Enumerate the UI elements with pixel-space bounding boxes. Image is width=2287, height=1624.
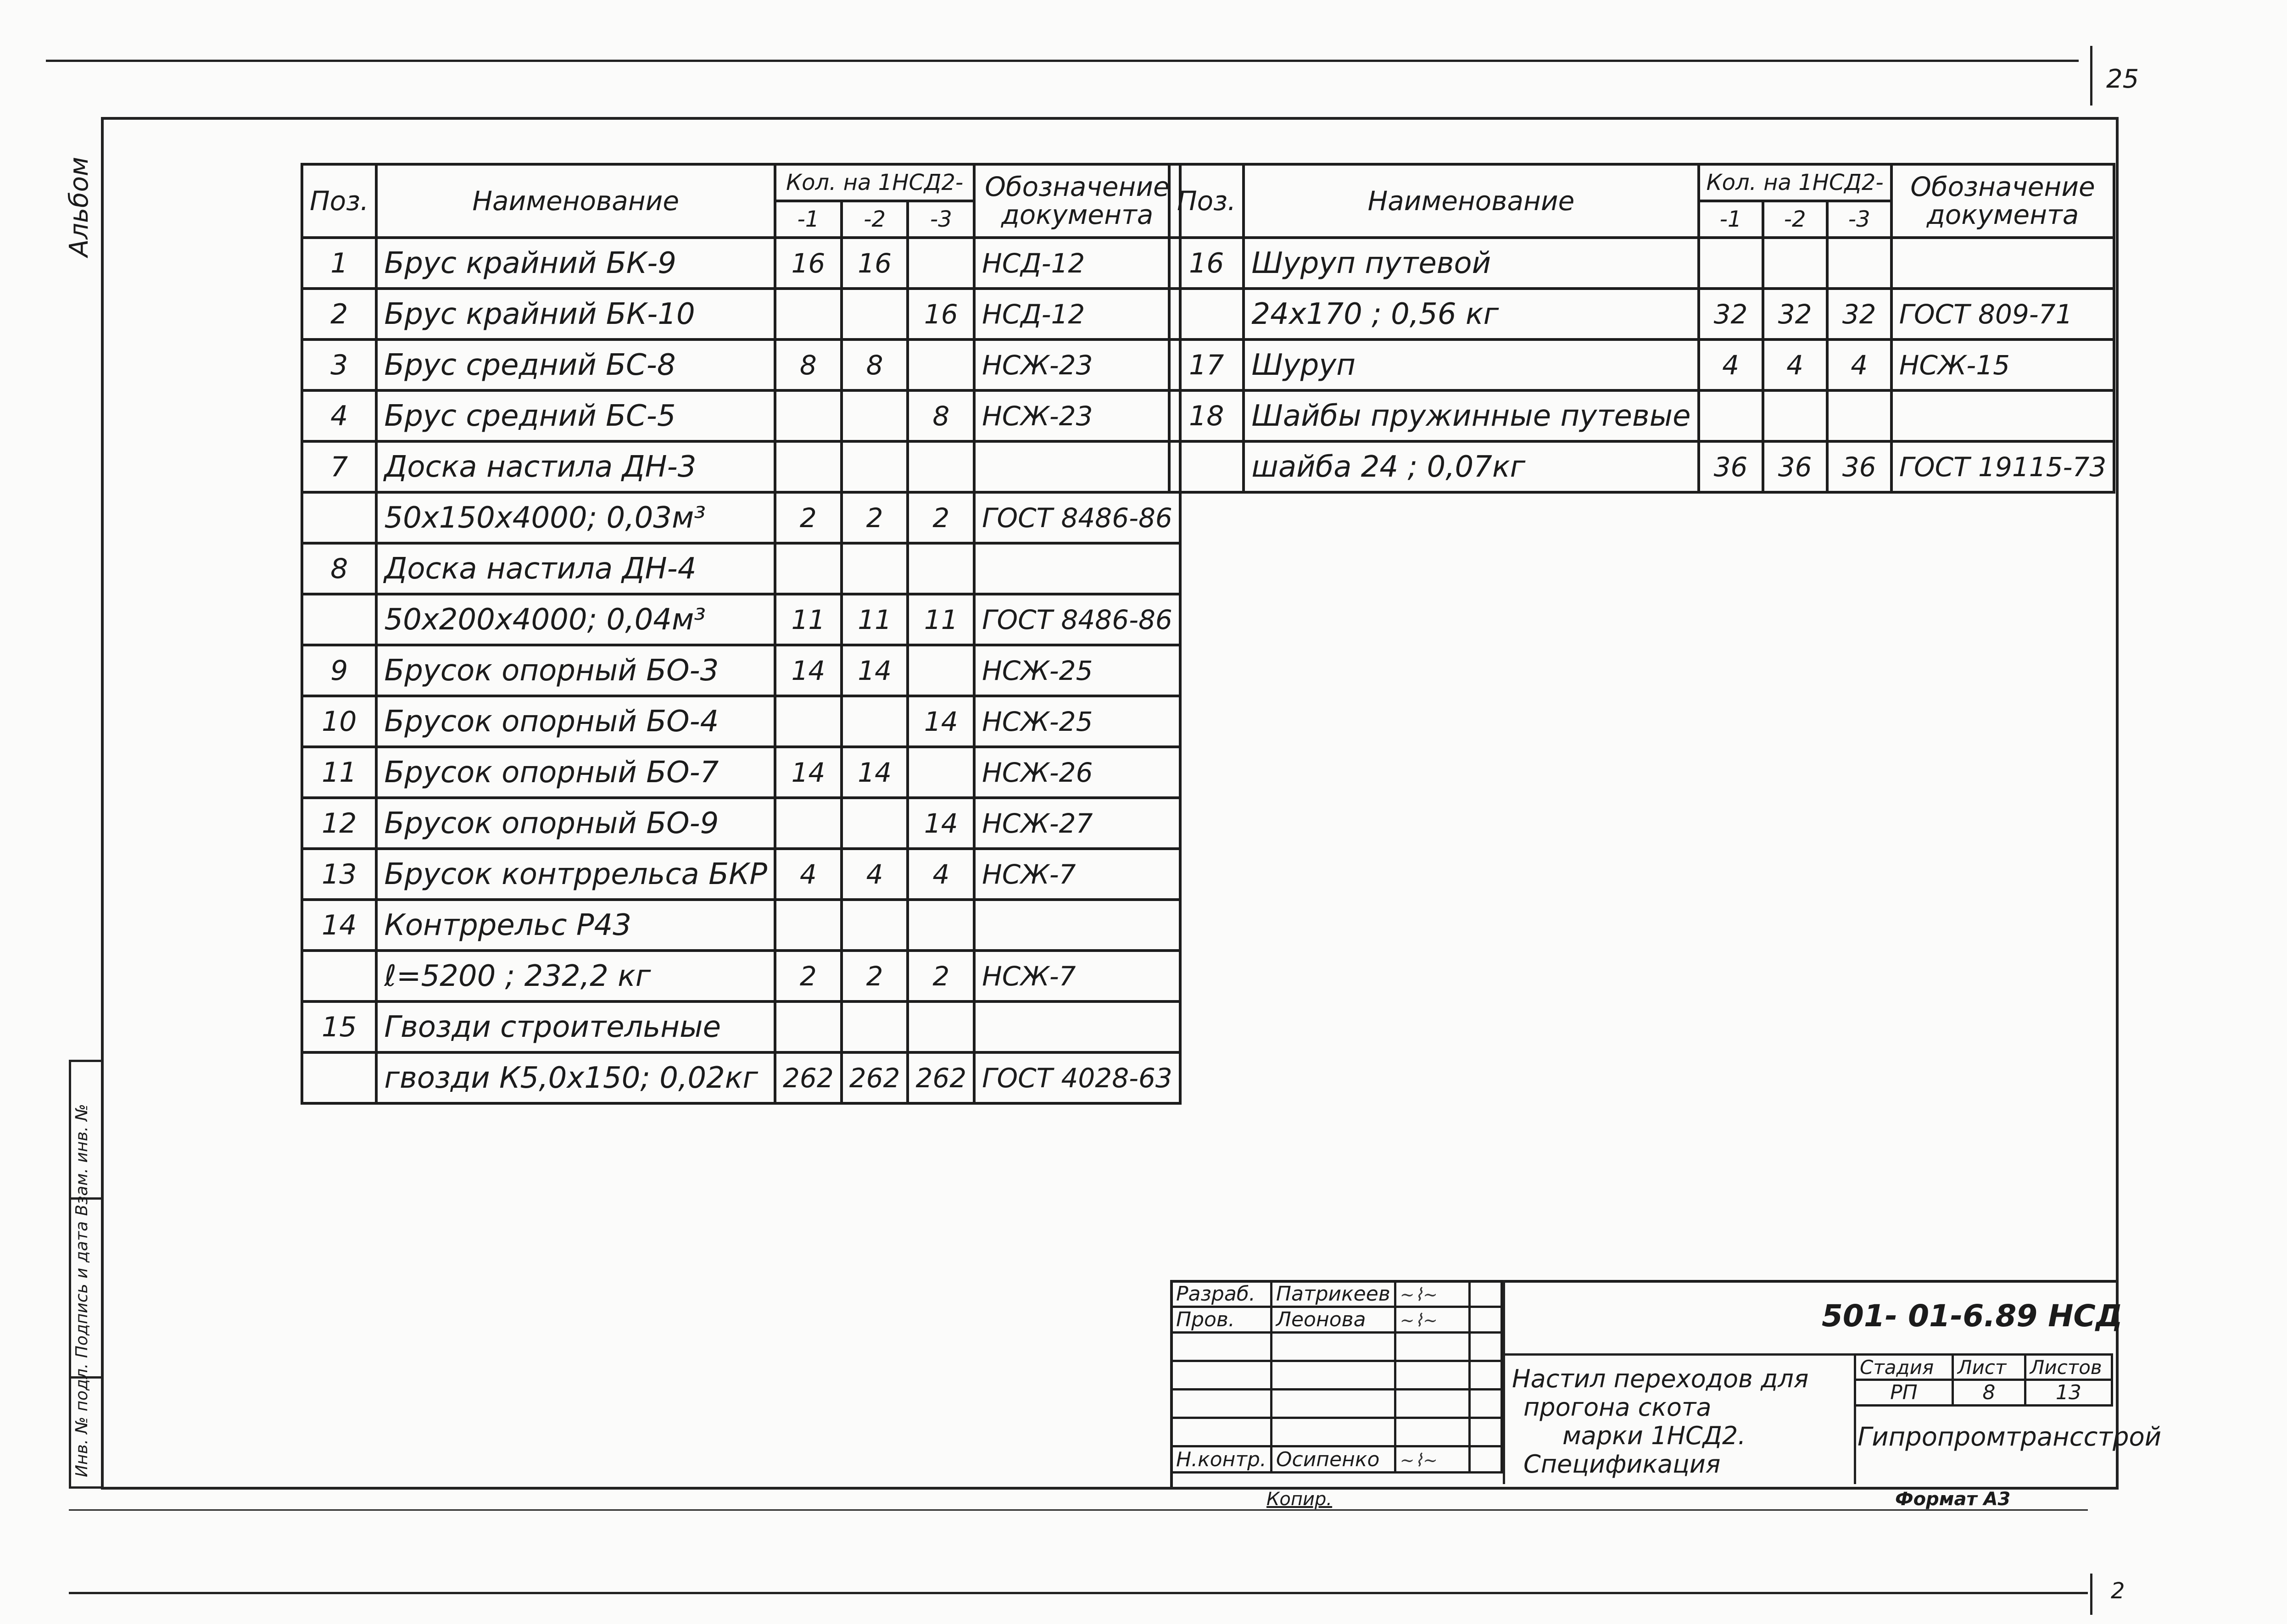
row-qty-2 (1763, 390, 1827, 441)
role-person (1271, 1418, 1395, 1446)
signature-cell (1395, 1361, 1469, 1390)
table-row (302, 900, 1180, 951)
row-name: Контррельс Р43 (376, 900, 775, 951)
specification-table-left (301, 163, 1182, 1105)
table-row (302, 390, 1180, 441)
row-qty-2: 8 (842, 339, 908, 390)
header-doc: Обозначение документа (974, 164, 1180, 238)
row-pos: 10 (302, 696, 376, 747)
role-label (1171, 1333, 1272, 1361)
row-pos: 18 (1169, 390, 1244, 441)
row-qty-2: 14 (842, 645, 908, 696)
row-doc: НСЖ-23 (974, 339, 1180, 390)
row-qty-2 (1763, 238, 1827, 289)
row-qty-1 (775, 289, 842, 339)
drawing-title-line-1: Настил переходов для (1512, 1364, 1809, 1393)
date-cell (1469, 1281, 1501, 1307)
row-pos: 14 (302, 900, 376, 951)
row-pos (302, 492, 376, 543)
row-qty-3: 36 (1827, 441, 1891, 492)
row-name: Брусок опорный БО-7 (376, 747, 775, 798)
row-doc: НСЖ-23 (974, 390, 1180, 441)
row-name: Брус средний БС-8 (376, 339, 775, 390)
row-qty-3 (908, 900, 974, 951)
top-edge-line (46, 60, 2079, 62)
row-doc: ГОСТ 8486-86 (974, 492, 1180, 543)
row-qty-3: 32 (1827, 289, 1891, 339)
role-label: Н.контр. (1171, 1446, 1272, 1473)
role-label: Пров. (1171, 1307, 1272, 1333)
row-doc: ГОСТ 8486-86 (974, 594, 1180, 645)
table-row (302, 798, 1180, 849)
row-doc (1891, 238, 2114, 289)
row-qty-3: 14 (908, 798, 974, 849)
row-pos (302, 594, 376, 645)
date-cell (1469, 1333, 1501, 1361)
row-name: 50x200x4000; 0,04м³ (376, 594, 775, 645)
row-doc: НСЖ-27 (974, 798, 1180, 849)
table-row (302, 849, 1180, 900)
row-doc (974, 900, 1180, 951)
row-qty-1: 11 (775, 594, 842, 645)
row-name: Брусок контррельса БКР (376, 849, 775, 900)
row-pos: 13 (302, 849, 376, 900)
date-cell (1469, 1418, 1501, 1446)
date-cell (1469, 1390, 1501, 1418)
stage-label: Стадия (1855, 1355, 1953, 1380)
table-row (1169, 238, 2114, 289)
row-name: Брусок опорный БО-4 (376, 696, 775, 747)
row-qty-2: 32 (1763, 289, 1827, 339)
row-qty-2 (842, 441, 908, 492)
drawing-title-line-2: прогона скота (1523, 1393, 1712, 1422)
row-doc: НСЖ-7 (974, 951, 1180, 1001)
row-qty-2: 262 (842, 1052, 908, 1103)
row-qty-1: 32 (1699, 289, 1763, 339)
row-pos: 15 (302, 1001, 376, 1052)
table-row (302, 645, 1180, 696)
row-qty-1: 36 (1699, 441, 1763, 492)
row-qty-2 (842, 1001, 908, 1052)
row-qty-1: 262 (775, 1052, 842, 1103)
header-qty-1: -1 (1699, 201, 1763, 238)
row-qty-3: 4 (908, 849, 974, 900)
bottom-mark: 2 (2111, 1578, 2125, 1604)
row-qty-1: 4 (1699, 339, 1763, 390)
row-qty-1: 14 (775, 747, 842, 798)
row-qty-1: 4 (775, 849, 842, 900)
row-name: Шуруп путевой (1244, 238, 1698, 289)
header-pos: Поз. (302, 164, 376, 238)
table-row (302, 1001, 1180, 1052)
row-qty-1 (775, 900, 842, 951)
table-row (302, 1052, 1180, 1103)
row-name: Брус средний БС-5 (376, 390, 775, 441)
row-name: Брусок опорный БО-9 (376, 798, 775, 849)
title-role-row (1171, 1446, 1502, 1473)
row-doc: НСЖ-7 (974, 849, 1180, 900)
date-cell (1469, 1307, 1501, 1333)
role-label (1171, 1390, 1272, 1418)
header-qty-3: -3 (908, 201, 974, 238)
header-name: Наименование (376, 164, 775, 238)
row-qty-3 (908, 238, 974, 289)
row-qty-2 (842, 900, 908, 951)
row-pos: 11 (302, 747, 376, 798)
row-qty-1 (775, 1001, 842, 1052)
signature-cell (1395, 1307, 1469, 1333)
table-row (1169, 441, 2114, 492)
row-name: 50x150x4000; 0,03м³ (376, 492, 775, 543)
table-row (302, 441, 1180, 492)
table-row (1169, 339, 2114, 390)
row-pos: 7 (302, 441, 376, 492)
row-doc (974, 1001, 1180, 1052)
row-name: 24x170 ; 0,56 кг (1244, 289, 1698, 339)
row-doc: ГОСТ 19115-73 (1891, 441, 2114, 492)
row-qty-1: 8 (775, 339, 842, 390)
handwritten-signature-icon: ~⌇~ (1400, 1450, 1438, 1470)
role-person (1271, 1333, 1395, 1361)
sheets-label: Листов (2025, 1355, 2112, 1380)
drawing-title (1512, 1365, 1808, 1479)
row-qty-1: 16 (775, 238, 842, 289)
stage-sheet-table (1854, 1353, 2113, 1407)
signature-cell (1395, 1333, 1469, 1361)
row-qty-2 (842, 696, 908, 747)
role-person: Патрикеев (1271, 1281, 1395, 1307)
row-pos: 2 (302, 289, 376, 339)
row-name: Доска настила ДН-4 (376, 543, 775, 594)
row-qty-3 (908, 1001, 974, 1052)
row-qty-1 (775, 441, 842, 492)
row-doc: НСЖ-25 (974, 696, 1180, 747)
row-pos: 9 (302, 645, 376, 696)
row-qty-3: 8 (908, 390, 974, 441)
row-name: Брусок опорный БО-3 (376, 645, 775, 696)
role-person (1271, 1390, 1395, 1418)
title-role-row (1171, 1361, 1502, 1390)
row-name: ℓ=5200 ; 232,2 кг (376, 951, 775, 1001)
header-qty-2: -2 (842, 201, 908, 238)
side-stamp-text: Инв. № подл. Подпись и дата Взам. инв. № (73, 1104, 91, 1477)
row-qty-3 (908, 543, 974, 594)
side-album-label: Альбом (64, 156, 94, 257)
row-qty-1: 14 (775, 645, 842, 696)
title-role-row (1171, 1281, 1502, 1307)
title-role-row (1171, 1333, 1502, 1361)
table-row (302, 747, 1180, 798)
row-qty-2 (842, 289, 908, 339)
role-person: Леонова (1271, 1307, 1395, 1333)
header-doc: Обозначение документа (1891, 164, 2114, 238)
row-name: Гвозди строительные (376, 1001, 775, 1052)
row-qty-3: 2 (908, 492, 974, 543)
right-edge-line (2090, 46, 2092, 106)
page-number: 25 (2106, 64, 2139, 94)
table-row (302, 339, 1180, 390)
row-qty-1 (1699, 390, 1763, 441)
row-pos: 1 (302, 238, 376, 289)
row-qty-2: 16 (842, 238, 908, 289)
row-qty-2: 11 (842, 594, 908, 645)
table-row (302, 492, 1180, 543)
date-cell (1469, 1446, 1501, 1473)
row-qty-3 (908, 339, 974, 390)
row-qty-2: 4 (1763, 339, 1827, 390)
row-qty-2: 4 (842, 849, 908, 900)
row-doc: НСЖ-26 (974, 747, 1180, 798)
row-pos (302, 951, 376, 1001)
row-doc: НСЖ-25 (974, 645, 1180, 696)
table-row (1169, 289, 2114, 339)
row-name: Брус крайний БК-10 (376, 289, 775, 339)
footer-format-label: Формат А3 (1895, 1489, 2011, 1510)
row-name: Шайбы пружинные путевые (1244, 390, 1698, 441)
row-qty-3: 11 (908, 594, 974, 645)
table-row (302, 543, 1180, 594)
row-qty-1: 2 (775, 951, 842, 1001)
drawing-title-line-4: Спецификация (1523, 1450, 1721, 1479)
row-pos: 17 (1169, 339, 1244, 390)
row-pos: 3 (302, 339, 376, 390)
row-qty-2: 2 (842, 951, 908, 1001)
role-person (1271, 1361, 1395, 1390)
row-name: Брус крайний БК-9 (376, 238, 775, 289)
header-qty-2: -2 (1763, 201, 1827, 238)
header-qty-3: -3 (1827, 201, 1891, 238)
header-qty: Кол. на 1НСД2- (1699, 164, 1891, 201)
row-qty-3: 14 (908, 696, 974, 747)
row-pos (1169, 289, 1244, 339)
row-doc: ГОСТ 809-71 (1891, 289, 2114, 339)
stage-value: РП (1855, 1380, 1953, 1406)
row-pos: 8 (302, 543, 376, 594)
row-qty-2 (842, 798, 908, 849)
table-row (302, 696, 1180, 747)
title-role-row (1171, 1390, 1502, 1418)
title-role-row (1171, 1418, 1502, 1446)
row-name: Шуруп (1244, 339, 1698, 390)
sheet-label: Лист (1952, 1355, 2025, 1380)
row-qty-3: 262 (908, 1052, 974, 1103)
signature-cell (1395, 1390, 1469, 1418)
signature-cell (1395, 1418, 1469, 1446)
header-qty-1: -1 (775, 201, 842, 238)
table-row (302, 238, 1180, 289)
row-qty-1: 2 (775, 492, 842, 543)
row-qty-1 (775, 798, 842, 849)
row-qty-1 (775, 543, 842, 594)
role-label (1171, 1361, 1272, 1390)
row-pos: 4 (302, 390, 376, 441)
row-name: Доска настила ДН-3 (376, 441, 775, 492)
header-name: Наименование (1244, 164, 1698, 238)
header-qty: Кол. на 1НСД2- (775, 164, 974, 201)
title-role-row (1171, 1307, 1502, 1333)
row-qty-2 (842, 543, 908, 594)
header-pos: Поз. (1169, 164, 1244, 238)
row-qty-3: 16 (908, 289, 974, 339)
date-cell (1469, 1361, 1501, 1390)
role-label (1171, 1418, 1272, 1446)
handwritten-signature-icon: ~⌇~ (1400, 1285, 1438, 1305)
row-qty-2: 14 (842, 747, 908, 798)
row-doc (974, 441, 1180, 492)
row-qty-2: 36 (1763, 441, 1827, 492)
row-qty-3 (908, 747, 974, 798)
table-row (302, 289, 1180, 339)
row-qty-3: 4 (1827, 339, 1891, 390)
row-pos (1169, 441, 1244, 492)
footer-copy-label: Копир. (1266, 1489, 1333, 1510)
drawing-title-line-3: марки 1НСД2. (1562, 1421, 1746, 1450)
row-doc: ГОСТ 4028-63 (974, 1052, 1180, 1103)
drawing-code: 501- 01-6.89 НСД (1822, 1298, 2123, 1334)
row-qty-2: 2 (842, 492, 908, 543)
signature-cell (1395, 1446, 1469, 1473)
row-pos (302, 1052, 376, 1103)
row-qty-3 (1827, 238, 1891, 289)
title-block-roles (1170, 1280, 1503, 1474)
row-name: гвозди К5,0x150; 0,02кг (376, 1052, 775, 1103)
row-doc: НСЖ-15 (1891, 339, 2114, 390)
row-doc (974, 543, 1180, 594)
sheet-value: 8 (1952, 1380, 2025, 1406)
signature-cell (1395, 1281, 1469, 1307)
row-name: шайба 24 ; 0,07кг (1244, 441, 1698, 492)
row-qty-3 (908, 441, 974, 492)
handwritten-signature-icon: ~⌇~ (1400, 1310, 1438, 1330)
table-row (1169, 390, 2114, 441)
row-doc: НСД-12 (974, 289, 1180, 339)
table-row (302, 594, 1180, 645)
role-person: Осипенко (1271, 1446, 1395, 1473)
row-qty-1 (775, 390, 842, 441)
row-qty-1 (1699, 238, 1763, 289)
row-pos: 12 (302, 798, 376, 849)
row-doc: НСД-12 (974, 238, 1180, 289)
row-qty-3 (908, 645, 974, 696)
row-qty-1 (775, 696, 842, 747)
table-row (302, 951, 1180, 1001)
row-qty-3 (1827, 390, 1891, 441)
row-pos: 16 (1169, 238, 1244, 289)
row-qty-2 (842, 390, 908, 441)
organization-name: Гипропромтрансстрой (1857, 1422, 2162, 1452)
specification-table-right (1168, 163, 2115, 494)
row-qty-3: 2 (908, 951, 974, 1001)
role-label: Разраб. (1171, 1281, 1272, 1307)
row-doc (1891, 390, 2114, 441)
sheets-value: 13 (2025, 1380, 2112, 1406)
